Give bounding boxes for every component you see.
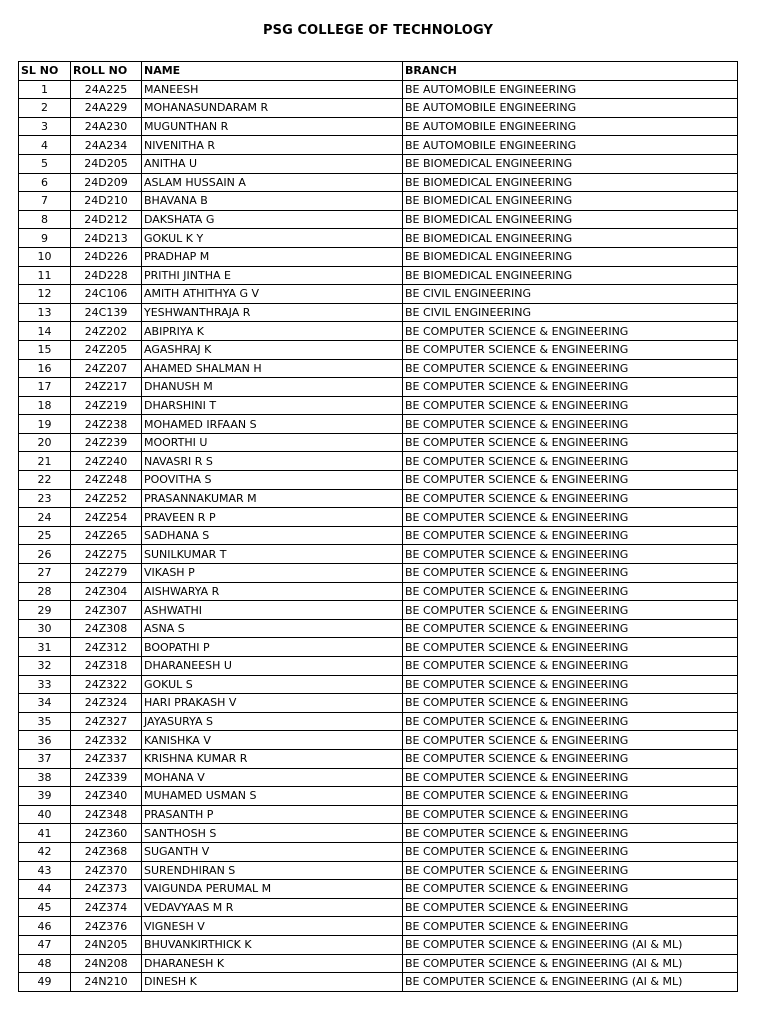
roll-no-cell: 24A230 [71, 117, 142, 136]
sl-no-cell: 5 [19, 154, 71, 173]
table-row [19, 842, 738, 861]
name-cell: KANISHKA V [142, 731, 403, 750]
roll-no-cell: 24Z240 [71, 452, 142, 471]
branch-cell: BE COMPUTER SCIENCE & ENGINEERING [403, 638, 738, 657]
sl-no-cell: 24 [19, 508, 71, 527]
table-row [19, 564, 738, 583]
table-row [19, 675, 738, 694]
sl-no-cell: 20 [19, 433, 71, 452]
branch-cell: BE COMPUTER SCIENCE & ENGINEERING [403, 880, 738, 899]
table-row [19, 917, 738, 936]
name-cell: PRITHI JINTHA E [142, 266, 403, 285]
name-cell: AGASHRAJ K [142, 340, 403, 359]
sl-no-cell: 9 [19, 229, 71, 248]
sl-no-cell: 49 [19, 973, 71, 992]
table-row [19, 210, 738, 229]
name-cell: JAYASURYA S [142, 712, 403, 731]
table-row [19, 173, 738, 192]
sl-no-cell: 13 [19, 303, 71, 322]
sl-no-cell: 6 [19, 173, 71, 192]
roll-no-cell: 24Z332 [71, 731, 142, 750]
name-cell: DHARSHINI T [142, 396, 403, 415]
roll-no-cell: 24Z337 [71, 749, 142, 768]
branch-cell: BE COMPUTER SCIENCE & ENGINEERING [403, 712, 738, 731]
roll-no-cell: 24A234 [71, 136, 142, 155]
sl-no-cell: 10 [19, 247, 71, 266]
branch-cell: BE COMPUTER SCIENCE & ENGINEERING [403, 824, 738, 843]
table-row [19, 117, 738, 136]
table-row [19, 303, 738, 322]
roll-no-cell: 24Z339 [71, 768, 142, 787]
roll-no-cell: 24Z324 [71, 694, 142, 713]
table-row [19, 396, 738, 415]
name-cell: GOKUL S [142, 675, 403, 694]
branch-cell: BE BIOMEDICAL ENGINEERING [403, 229, 738, 248]
branch-cell: BE COMPUTER SCIENCE & ENGINEERING [403, 545, 738, 564]
sl-no-cell: 16 [19, 359, 71, 378]
roll-no-cell: 24Z202 [71, 322, 142, 341]
table-row [19, 452, 738, 471]
roll-no-cell: 24Z312 [71, 638, 142, 657]
branch-cell: BE COMPUTER SCIENCE & ENGINEERING [403, 898, 738, 917]
sl-no-cell: 17 [19, 378, 71, 397]
name-cell: SADHANA S [142, 526, 403, 545]
roll-no-cell: 24Z304 [71, 582, 142, 601]
branch-cell: BE COMPUTER SCIENCE & ENGINEERING [403, 917, 738, 936]
roll-no-cell: 24N208 [71, 954, 142, 973]
table-row [19, 489, 738, 508]
branch-cell: BE COMPUTER SCIENCE & ENGINEERING [403, 378, 738, 397]
name-cell: SURENDHIRAN S [142, 861, 403, 880]
header-sl-no: SL NO [19, 62, 71, 81]
branch-cell: BE BIOMEDICAL ENGINEERING [403, 192, 738, 211]
header-row [19, 62, 738, 81]
sl-no-cell: 4 [19, 136, 71, 155]
sl-no-cell: 7 [19, 192, 71, 211]
branch-cell: BE COMPUTER SCIENCE & ENGINEERING [403, 657, 738, 676]
branch-cell: BE COMPUTER SCIENCE & ENGINEERING [403, 619, 738, 638]
branch-cell: BE COMPUTER SCIENCE & ENGINEERING [403, 694, 738, 713]
branch-cell: BE COMPUTER SCIENCE & ENGINEERING [403, 526, 738, 545]
table-row [19, 471, 738, 490]
roster-body [19, 80, 738, 991]
table-row [19, 415, 738, 434]
roll-no-cell: 24N205 [71, 935, 142, 954]
roll-no-cell: 24D226 [71, 247, 142, 266]
table-row [19, 712, 738, 731]
branch-cell: BE COMPUTER SCIENCE & ENGINEERING [403, 805, 738, 824]
sl-no-cell: 38 [19, 768, 71, 787]
roll-no-cell: 24D213 [71, 229, 142, 248]
branch-cell: BE COMPUTER SCIENCE & ENGINEERING (AI & ML) [403, 935, 738, 954]
table-row [19, 229, 738, 248]
branch-cell: BE AUTOMOBILE ENGINEERING [403, 99, 738, 118]
table-row [19, 99, 738, 118]
table-row [19, 768, 738, 787]
header-roll-no: ROLL NO [71, 62, 142, 81]
sl-no-cell: 21 [19, 452, 71, 471]
roll-no-cell: 24A225 [71, 80, 142, 99]
roll-no-cell: 24Z370 [71, 861, 142, 880]
roll-no-cell: 24Z373 [71, 880, 142, 899]
name-cell: VIGNESH V [142, 917, 403, 936]
roll-no-cell: 24Z348 [71, 805, 142, 824]
name-cell: DHANUSH M [142, 378, 403, 397]
name-cell: POOVITHA S [142, 471, 403, 490]
table-row [19, 731, 738, 750]
sl-no-cell: 1 [19, 80, 71, 99]
roll-no-cell: 24Z322 [71, 675, 142, 694]
roll-no-cell: 24Z207 [71, 359, 142, 378]
roll-no-cell: 24Z360 [71, 824, 142, 843]
sl-no-cell: 39 [19, 787, 71, 806]
roll-no-cell: 24Z308 [71, 619, 142, 638]
table-row [19, 787, 738, 806]
branch-cell: BE COMPUTER SCIENCE & ENGINEERING [403, 489, 738, 508]
branch-cell: BE COMPUTER SCIENCE & ENGINEERING [403, 415, 738, 434]
sl-no-cell: 18 [19, 396, 71, 415]
table-row [19, 582, 738, 601]
sl-no-cell: 43 [19, 861, 71, 880]
name-cell: ASNA S [142, 619, 403, 638]
branch-cell: BE CIVIL ENGINEERING [403, 303, 738, 322]
roll-no-cell: 24D209 [71, 173, 142, 192]
sl-no-cell: 26 [19, 545, 71, 564]
table-row [19, 805, 738, 824]
branch-cell: BE BIOMEDICAL ENGINEERING [403, 154, 738, 173]
student-roster-table [18, 61, 738, 992]
roll-no-cell: 24Z248 [71, 471, 142, 490]
roll-no-cell: 24D212 [71, 210, 142, 229]
page-title: PSG COLLEGE OF TECHNOLOGY [263, 23, 493, 38]
branch-cell: BE COMPUTER SCIENCE & ENGINEERING [403, 359, 738, 378]
table-row [19, 638, 738, 657]
roll-no-cell: 24Z368 [71, 842, 142, 861]
sl-no-cell: 37 [19, 749, 71, 768]
table-row [19, 880, 738, 899]
roll-no-cell: 24Z238 [71, 415, 142, 434]
name-cell: DHARANEESH U [142, 657, 403, 676]
name-cell: MOORTHI U [142, 433, 403, 452]
branch-cell: BE COMPUTER SCIENCE & ENGINEERING [403, 508, 738, 527]
name-cell: PRAVEEN R P [142, 508, 403, 527]
sl-no-cell: 34 [19, 694, 71, 713]
branch-cell: BE COMPUTER SCIENCE & ENGINEERING [403, 452, 738, 471]
branch-cell: BE COMPUTER SCIENCE & ENGINEERING [403, 564, 738, 583]
table-row [19, 935, 738, 954]
sl-no-cell: 44 [19, 880, 71, 899]
table-row [19, 378, 738, 397]
sl-no-cell: 27 [19, 564, 71, 583]
table-row [19, 433, 738, 452]
name-cell: BHUVANKIRTHICK K [142, 935, 403, 954]
name-cell: SUNILKUMAR T [142, 545, 403, 564]
sl-no-cell: 32 [19, 657, 71, 676]
name-cell: GOKUL K Y [142, 229, 403, 248]
table-row [19, 973, 738, 992]
branch-cell: BE COMPUTER SCIENCE & ENGINEERING [403, 675, 738, 694]
roll-no-cell: 24Z219 [71, 396, 142, 415]
name-cell: NAVASRI R S [142, 452, 403, 471]
sl-no-cell: 29 [19, 601, 71, 620]
branch-cell: BE AUTOMOBILE ENGINEERING [403, 117, 738, 136]
name-cell: MUHAMED USMAN S [142, 787, 403, 806]
branch-cell: BE COMPUTER SCIENCE & ENGINEERING [403, 433, 738, 452]
name-cell: VIKASH P [142, 564, 403, 583]
name-cell: ANITHA U [142, 154, 403, 173]
table-row [19, 285, 738, 304]
branch-cell: BE BIOMEDICAL ENGINEERING [403, 247, 738, 266]
name-cell: DHARANESH K [142, 954, 403, 973]
branch-cell: BE COMPUTER SCIENCE & ENGINEERING [403, 861, 738, 880]
name-cell: SUGANTH V [142, 842, 403, 861]
sl-no-cell: 31 [19, 638, 71, 657]
sl-no-cell: 3 [19, 117, 71, 136]
roll-no-cell: 24Z275 [71, 545, 142, 564]
table-row [19, 694, 738, 713]
name-cell: MOHAMED IRFAAN S [142, 415, 403, 434]
name-cell: ABIPRIYA K [142, 322, 403, 341]
branch-cell: BE COMPUTER SCIENCE & ENGINEERING [403, 322, 738, 341]
sl-no-cell: 41 [19, 824, 71, 843]
sl-no-cell: 8 [19, 210, 71, 229]
branch-cell: BE COMPUTER SCIENCE & ENGINEERING (AI & ML) [403, 973, 738, 992]
name-cell: PRADHAP M [142, 247, 403, 266]
table-row [19, 136, 738, 155]
table-row [19, 545, 738, 564]
table-row [19, 154, 738, 173]
sl-no-cell: 14 [19, 322, 71, 341]
table-row [19, 657, 738, 676]
roll-no-cell: 24Z340 [71, 787, 142, 806]
branch-cell: BE COMPUTER SCIENCE & ENGINEERING [403, 768, 738, 787]
sl-no-cell: 23 [19, 489, 71, 508]
roll-no-cell: 24Z318 [71, 657, 142, 676]
roll-no-cell: 24Z279 [71, 564, 142, 583]
roll-no-cell: 24Z205 [71, 340, 142, 359]
branch-cell: BE COMPUTER SCIENCE & ENGINEERING [403, 749, 738, 768]
name-cell: AMITH ATHITHYA G V [142, 285, 403, 304]
sl-no-cell: 25 [19, 526, 71, 545]
name-cell: ASLAM HUSSAIN A [142, 173, 403, 192]
name-cell: MANEESH [142, 80, 403, 99]
table-row [19, 192, 738, 211]
roll-no-cell: 24Z252 [71, 489, 142, 508]
branch-cell: BE COMPUTER SCIENCE & ENGINEERING [403, 582, 738, 601]
table-row [19, 80, 738, 99]
name-cell: MOHANASUNDARAM R [142, 99, 403, 118]
roll-no-cell: 24Z374 [71, 898, 142, 917]
branch-cell: BE AUTOMOBILE ENGINEERING [403, 80, 738, 99]
name-cell: VAIGUNDA PERUMAL M [142, 880, 403, 899]
table-row [19, 954, 738, 973]
sl-no-cell: 36 [19, 731, 71, 750]
name-cell: VEDAVYAAS M R [142, 898, 403, 917]
name-cell: KRISHNA KUMAR R [142, 749, 403, 768]
sl-no-cell: 30 [19, 619, 71, 638]
name-cell: BHAVANA B [142, 192, 403, 211]
sl-no-cell: 11 [19, 266, 71, 285]
branch-cell: BE COMPUTER SCIENCE & ENGINEERING [403, 340, 738, 359]
sl-no-cell: 12 [19, 285, 71, 304]
sl-no-cell: 19 [19, 415, 71, 434]
branch-cell: BE COMPUTER SCIENCE & ENGINEERING [403, 601, 738, 620]
roll-no-cell: 24Z239 [71, 433, 142, 452]
roll-no-cell: 24A229 [71, 99, 142, 118]
name-cell: MUGUNTHAN R [142, 117, 403, 136]
roll-no-cell: 24Z376 [71, 917, 142, 936]
table-row [19, 508, 738, 527]
table-row [19, 898, 738, 917]
sl-no-cell: 46 [19, 917, 71, 936]
roll-no-cell: 24D210 [71, 192, 142, 211]
name-cell: MOHANA V [142, 768, 403, 787]
table-row [19, 322, 738, 341]
branch-cell: BE COMPUTER SCIENCE & ENGINEERING [403, 471, 738, 490]
name-cell: PRASANTH P [142, 805, 403, 824]
table-row [19, 824, 738, 843]
header-name: NAME [142, 62, 403, 81]
name-cell: PRASANNAKUMAR M [142, 489, 403, 508]
sl-no-cell: 45 [19, 898, 71, 917]
sl-no-cell: 48 [19, 954, 71, 973]
name-cell: DAKSHATA G [142, 210, 403, 229]
name-cell: DINESH K [142, 973, 403, 992]
sl-no-cell: 28 [19, 582, 71, 601]
roll-no-cell: 24D205 [71, 154, 142, 173]
roll-no-cell: 24Z327 [71, 712, 142, 731]
table-row [19, 266, 738, 285]
branch-cell: BE COMPUTER SCIENCE & ENGINEERING [403, 842, 738, 861]
table-row [19, 861, 738, 880]
sl-no-cell: 22 [19, 471, 71, 490]
roll-no-cell: 24C106 [71, 285, 142, 304]
roll-no-cell: 24N210 [71, 973, 142, 992]
table-row [19, 749, 738, 768]
roll-no-cell: 24C139 [71, 303, 142, 322]
branch-cell: BE BIOMEDICAL ENGINEERING [403, 210, 738, 229]
table-row [19, 526, 738, 545]
roll-no-cell: 24D228 [71, 266, 142, 285]
table-row [19, 601, 738, 620]
sl-no-cell: 40 [19, 805, 71, 824]
sl-no-cell: 33 [19, 675, 71, 694]
name-cell: AHAMED SHALMAN H [142, 359, 403, 378]
roll-no-cell: 24Z217 [71, 378, 142, 397]
table-row [19, 340, 738, 359]
roll-no-cell: 24Z254 [71, 508, 142, 527]
sl-no-cell: 47 [19, 935, 71, 954]
branch-cell: BE COMPUTER SCIENCE & ENGINEERING [403, 396, 738, 415]
branch-cell: BE AUTOMOBILE ENGINEERING [403, 136, 738, 155]
sl-no-cell: 35 [19, 712, 71, 731]
name-cell: YESHWANTHRAJA R [142, 303, 403, 322]
name-cell: ASHWATHI [142, 601, 403, 620]
name-cell: BOOPATHI P [142, 638, 403, 657]
branch-cell: BE COMPUTER SCIENCE & ENGINEERING (AI & ML) [403, 954, 738, 973]
table-row [19, 359, 738, 378]
name-cell: SANTHOSH S [142, 824, 403, 843]
sl-no-cell: 15 [19, 340, 71, 359]
header-branch: BRANCH [403, 62, 738, 81]
name-cell: AISHWARYA R [142, 582, 403, 601]
name-cell: NIVENITHA R [142, 136, 403, 155]
branch-cell: BE BIOMEDICAL ENGINEERING [403, 266, 738, 285]
name-cell: HARI PRAKASH V [142, 694, 403, 713]
branch-cell: BE COMPUTER SCIENCE & ENGINEERING [403, 731, 738, 750]
roll-no-cell: 24Z307 [71, 601, 142, 620]
branch-cell: BE CIVIL ENGINEERING [403, 285, 738, 304]
table-row [19, 247, 738, 266]
sl-no-cell: 42 [19, 842, 71, 861]
branch-cell: BE COMPUTER SCIENCE & ENGINEERING [403, 787, 738, 806]
roll-no-cell: 24Z265 [71, 526, 142, 545]
table-row [19, 619, 738, 638]
sl-no-cell: 2 [19, 99, 71, 118]
branch-cell: BE BIOMEDICAL ENGINEERING [403, 173, 738, 192]
